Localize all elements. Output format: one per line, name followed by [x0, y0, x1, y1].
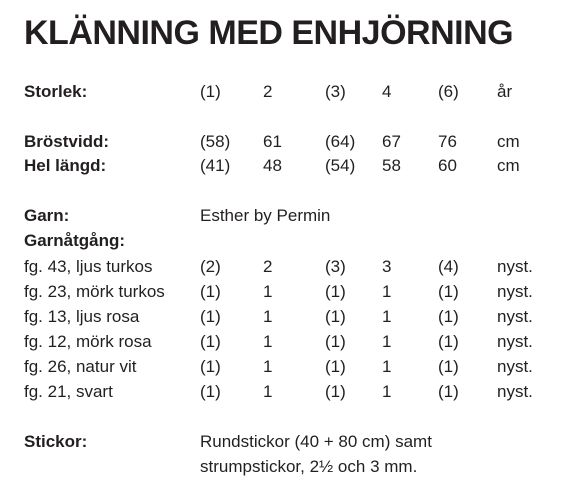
length-row	[0, 154, 583, 178]
chest-label: Bröstvidd:	[24, 132, 109, 151]
length-value: (41)	[200, 156, 231, 175]
color-value: 1	[263, 332, 273, 351]
size-value: (6)	[438, 82, 459, 101]
color-value: (1)	[325, 357, 346, 376]
color-value: 1	[382, 282, 392, 301]
color-row	[0, 280, 583, 304]
size-value: 4	[382, 82, 392, 101]
chest-value: (64)	[325, 132, 356, 151]
color-value: 1	[382, 332, 392, 351]
color-value: (1)	[200, 357, 221, 376]
color-value: (4)	[438, 257, 459, 276]
color-name: fg. 21, svart	[24, 382, 113, 401]
size-label: Storlek:	[24, 82, 88, 101]
color-row	[0, 255, 583, 279]
color-value: 1	[382, 307, 392, 326]
color-row	[0, 355, 583, 379]
color-unit: nyst.	[497, 282, 533, 301]
color-value: 2	[263, 257, 273, 276]
color-value: (1)	[325, 382, 346, 401]
size-value: (1)	[200, 82, 221, 101]
chest-unit: cm	[497, 132, 520, 151]
page-title: KLÄNNING MED ENHJÖRNING	[24, 14, 514, 52]
color-name: fg. 23, mörk turkos	[24, 282, 165, 301]
chest-row	[0, 130, 583, 154]
color-value: (1)	[325, 282, 346, 301]
color-unit: nyst.	[497, 257, 533, 276]
yarn-value: Esther by Permin	[200, 206, 331, 225]
color-value: 1	[382, 357, 392, 376]
length-label: Hel längd:	[24, 156, 107, 175]
chest-value: 61	[263, 132, 282, 151]
size-unit: år	[497, 82, 513, 101]
color-row	[0, 305, 583, 329]
length-unit: cm	[497, 156, 520, 175]
chest-value: 67	[382, 132, 401, 151]
length-value: 48	[263, 156, 282, 175]
color-row	[0, 330, 583, 354]
color-value: (1)	[325, 307, 346, 326]
color-name: fg. 43, ljus turkos	[24, 257, 153, 276]
color-value: 1	[263, 357, 273, 376]
color-unit: nyst.	[497, 307, 533, 326]
color-value: (1)	[438, 282, 459, 301]
color-value: 3	[382, 257, 392, 276]
color-row	[0, 380, 583, 404]
color-value: (1)	[438, 307, 459, 326]
chest-value: (58)	[200, 132, 231, 151]
color-value: 1	[382, 382, 392, 401]
length-value: 58	[382, 156, 401, 175]
color-value: 1	[263, 282, 273, 301]
color-value: (1)	[200, 382, 221, 401]
color-value: (1)	[438, 382, 459, 401]
size-value: (3)	[325, 82, 346, 101]
color-name: fg. 26, natur vit	[24, 357, 137, 376]
length-value: 60	[438, 156, 457, 175]
color-value: (1)	[438, 357, 459, 376]
size-value: 2	[263, 82, 273, 101]
yarn-label: Garn:	[24, 206, 70, 225]
color-value: (1)	[325, 332, 346, 351]
color-value: 1	[263, 382, 273, 401]
color-value: 1	[263, 307, 273, 326]
needles-row	[0, 430, 583, 454]
color-name: fg. 12, mörk rosa	[24, 332, 152, 351]
color-value: (1)	[200, 282, 221, 301]
chest-value: 76	[438, 132, 457, 151]
length-value: (54)	[325, 156, 356, 175]
color-value: (2)	[200, 257, 221, 276]
color-unit: nyst.	[497, 382, 533, 401]
size-row	[0, 80, 583, 104]
color-value: (1)	[200, 332, 221, 351]
color-unit: nyst.	[497, 357, 533, 376]
needles-row-2	[0, 455, 583, 479]
yarn-row	[0, 204, 583, 228]
needles-line2: strumpstickor, 2½ och 3 mm.	[200, 457, 418, 476]
color-name: fg. 13, ljus rosa	[24, 307, 140, 326]
yarn-amount-row	[0, 229, 583, 253]
needles-label: Stickor:	[24, 432, 88, 451]
color-value: (3)	[325, 257, 346, 276]
color-unit: nyst.	[497, 332, 533, 351]
color-value: (1)	[438, 332, 459, 351]
needles-line1: Rundstickor (40 + 80 cm) samt	[200, 432, 432, 451]
yarn-amount-label: Garnåtgång:	[24, 231, 126, 250]
color-value: (1)	[200, 307, 221, 326]
